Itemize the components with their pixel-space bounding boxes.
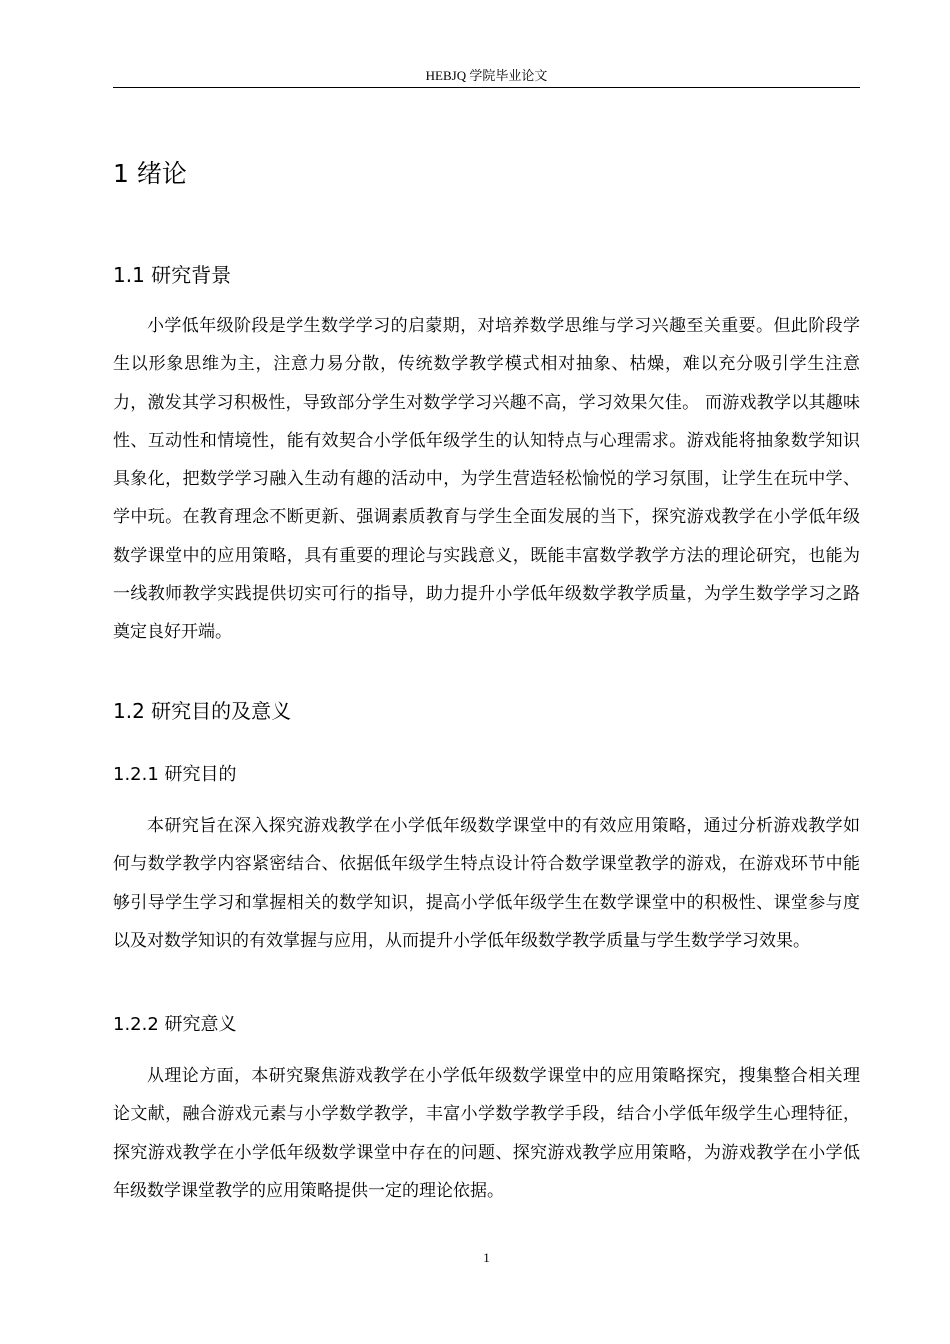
section-heading-1-2-2: 1.2.2 研究意义: [113, 1014, 237, 1035]
section-1-2-2-paragraph: 从理论方面，本研究聚焦游戏教学在小学低年级数学课堂中的应用策略探究，搜集整合相关理论文献，融合游戏元素与小学数学教学，丰富小学数学教学手段，结合小学低年级学生心理特征，探究游戏教学在小学低年级数学课堂中存在的问题、探究游戏教学应用策略，为游戏教学在小学低年级数学课堂教学的应用策略提供一定的理论依据。: [113, 1066, 860, 1201]
section-heading-1-2-1: 1.2.1 研究目的: [113, 764, 237, 785]
section-1-2-1-paragraph: 本研究旨在深入探究游戏教学在小学低年级数学课堂中的有效应用策略，通过分析游戏教学如何与数学教学内容紧密结合、依据低年级学生特点设计符合数学课堂教学的游戏，在游戏环节中能够引导学生学习和掌握相关的数学知识，提高小学低年级学生在数学课堂中的积极性、课堂参与度以及对数学知识的有效掌握与应用，从而提升小学低年级数学教学质量与学生数学学习效果。: [113, 816, 860, 951]
chapter-title: 1 绪论: [113, 159, 187, 188]
page-number: 1: [483, 1250, 490, 1265]
section-1-1-paragraph: 小学低年级阶段是学生数学学习的启蒙期，对培养数学思维与学习兴趣至关重要。但此阶段学生以形象思维为主，注意力易分散，传统数学教学模式相对抽象、枯燥，难以充分吸引学生注意力，激发其学习积极性，导致部分学生对数学学习兴趣不高，学习效果欠佳。 而游戏教学以其趣味性、互动性和情境性，能有效契合小学低年级学生的认知特点与心理需求。游戏能将抽象数学知识具象化，把数学学习融入生动有趣的活动中，为学生营造轻松愉悦的学习氛围，让学生在玩中学、学中玩。在教育理念不断更新、强调素质教育与学生全面发展的当下，探究游戏教学在小学低年级数学课堂中的应用策略，具有重要的理论与实践意义，既能丰富数学教学方法的理论研究，也能为一线教师教学实践提供切实可行的指导，助力提升小学低年级数学教学质量，为学生数学学习之路奠定良好开端。: [113, 316, 860, 643]
section-heading-1-1: 1.1 研究背景: [113, 263, 232, 287]
section-heading-1-2: 1.2 研究目的及意义: [113, 699, 292, 723]
running-header: HEBJQ 学院毕业论文: [425, 68, 548, 83]
header-divider: [113, 87, 860, 88]
